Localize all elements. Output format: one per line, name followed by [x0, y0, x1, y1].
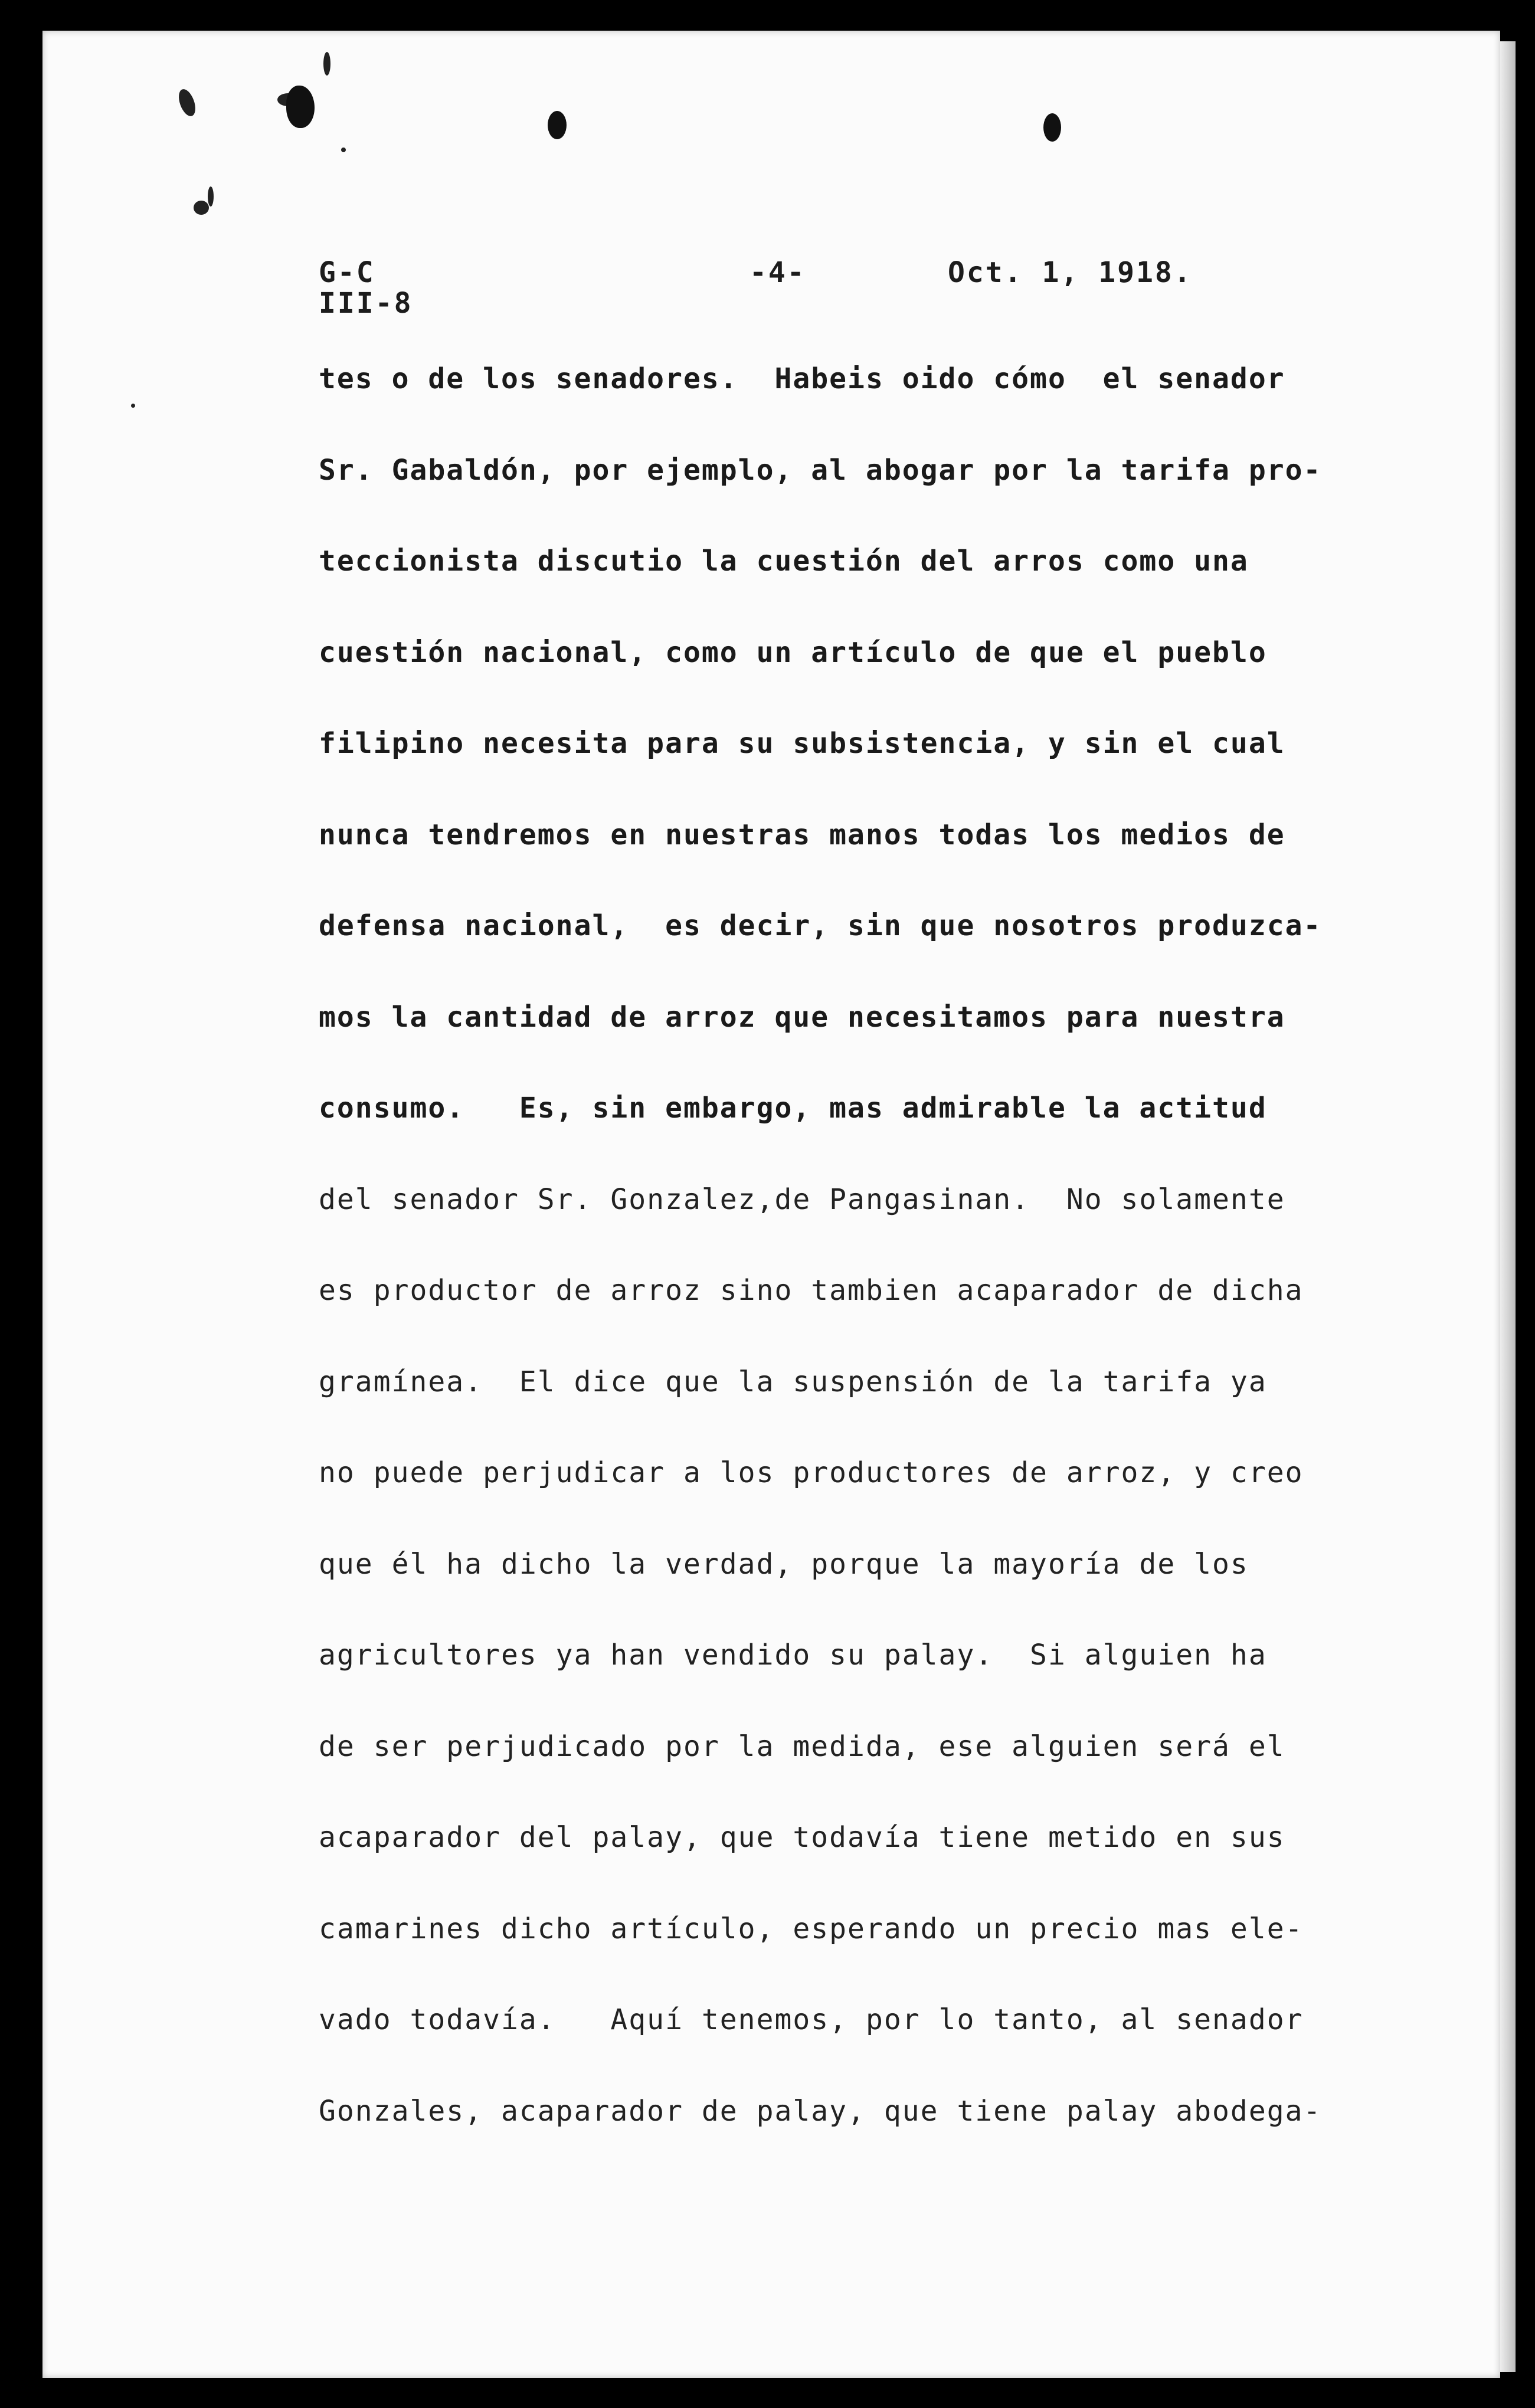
text-line: del senador Sr. Gonzalez,de Pangasinan. No solamente — [319, 1182, 1285, 1216]
text-line: agricultores ya han vendido su palay. Si alguien ha — [319, 1639, 1267, 1672]
punch-hole — [286, 86, 315, 128]
document-date: Oct. 1, 1918. — [948, 256, 1193, 289]
text-line: Sr. Gabaldón, por ejemplo, al abogar por la tarifa pro- — [319, 453, 1322, 487]
text-line: filipino necesita para su subsistencia, y sin el cual — [319, 727, 1285, 760]
page-number: -4- — [750, 256, 806, 289]
ink-blot — [341, 148, 346, 152]
text-line: vado todavía. Aquí tenemos, por lo tanto, al senador — [319, 2003, 1304, 2036]
text-line: consumo. Es, sin embargo, mas admirable la actitud — [319, 1092, 1267, 1125]
text-line: gramínea. El dice que la suspensión de la tarifa ya — [319, 1365, 1267, 1398]
text-line: que él ha dicho la verdad, porque la mayoría de los — [319, 1547, 1249, 1581]
text-line: no puede perjudicar a los productores de arroz, y creo — [319, 1456, 1304, 1489]
document-section-code: III-8 — [319, 287, 413, 320]
ink-blot — [323, 52, 330, 76]
text-line: tes o de los senadores. Habeis oido cómo el senador — [319, 362, 1285, 395]
text-line: de ser perjudicado por la medida, ese alguien será el — [319, 1729, 1285, 1763]
text-line: cuestión nacional, como un artículo de que el pueblo — [319, 635, 1267, 669]
document-code: G-C — [319, 256, 375, 289]
text-line: teccionista discutio la cuestión del arros como una — [319, 545, 1249, 578]
text-line: es productor de arroz sino tambien acaparador de dicha — [319, 1274, 1304, 1307]
ink-blot — [194, 201, 209, 215]
ink-blot — [131, 404, 135, 408]
text-line: defensa nacional, es decir, sin que nosotros produzca- — [319, 909, 1322, 942]
body-text — [319, 361, 1322, 2184]
ink-blot — [208, 186, 214, 207]
text-line: Gonzales, acaparador de palay, que tiene palay abodega- — [319, 2094, 1322, 2128]
text-line: mos la cantidad de arroz que necesitamos para nuestra — [319, 1000, 1285, 1034]
punch-hole — [548, 111, 567, 139]
text-line: acaparador del palay, que todavía tiene metido en sus — [319, 1821, 1285, 1854]
punch-hole — [1043, 113, 1061, 142]
text-line: camarines dicho artículo, esperando un precio mas ele- — [319, 1912, 1304, 1945]
text-line: nunca tendremos en nuestras manos todas los medios de — [319, 818, 1285, 851]
